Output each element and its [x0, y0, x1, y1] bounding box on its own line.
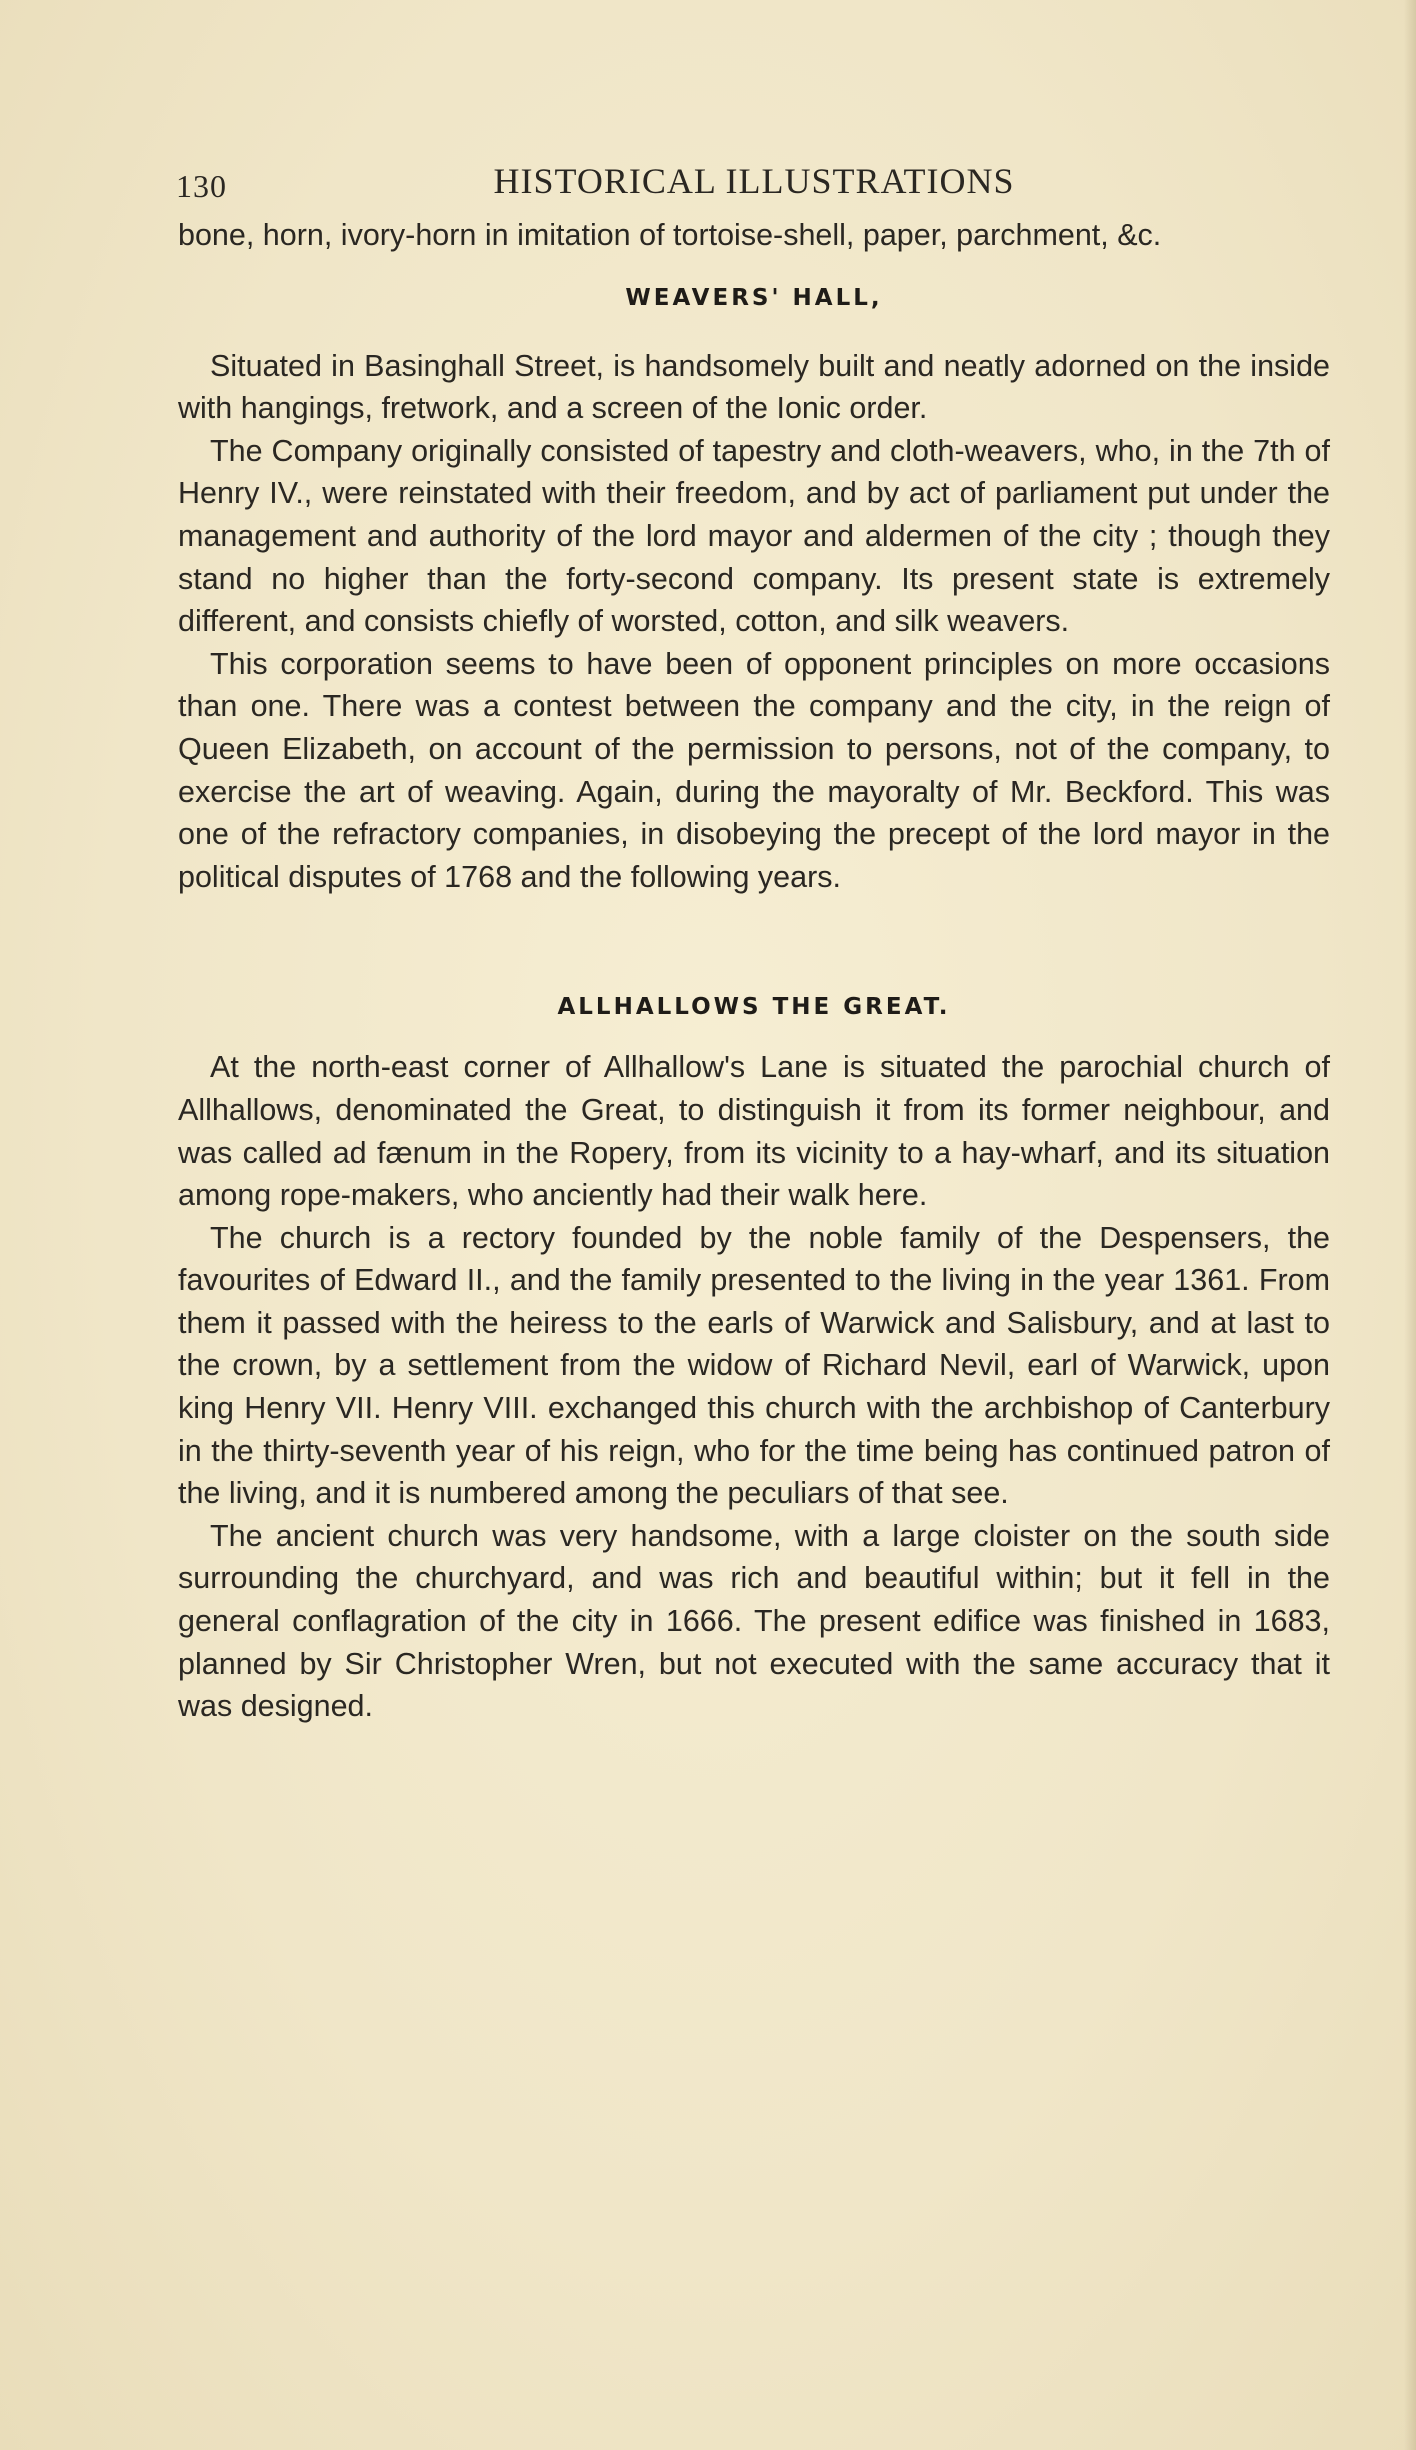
text-block [178, 160, 1330, 1728]
section-heading-weavers-hall: WEAVERS' HALL, [625, 284, 883, 311]
page-edge-shadow [1404, 0, 1416, 2450]
weavers-paragraph-2: The Company originally consisted of tapestry and cloth-weavers, who, in the 7th of Henry IV., were reinstated with their freedom, and by act of parliament put under the management and authority of the lord mayor and aldermen of the city ; though they stand no higher than the forty-second company. Its present state is extremely different, and consists chiefly of worsted, cotton, and silk weavers. [178, 433, 1330, 639]
allhallows-paragraph-3: The ancient church was very handsome, with a large cloister on the south side surrounding the churchyard, and was rich and beautiful within; but it fell in the general conflagration of the city in 1666. The present edifice was finished in 1683, planned by Sir Christopher Wren, but not executed with the same accuracy that it was designed. [178, 1518, 1330, 1724]
page-number: 130 [176, 168, 227, 204]
running-head [178, 160, 1330, 214]
section-heading-allhallows: ALLHALLOWS THE GREAT. [557, 994, 951, 1021]
weavers-paragraph-1: Situated in Basinghall Street, is handsomely built and neatly adorned on the inside with hangings, fretwork, and a screen of the Ionic order. [178, 348, 1330, 426]
weavers-paragraph-3: This corporation seems to have been of opponent principles on more occasions than one. There was a contest between the company and the city, in the reign of Queen Elizabeth, on account of the permission to persons, not of the company, to exercise the art of weaving. Again, during the mayoralty of Mr. Beckford. This was one of the refractory companies, in disobeying the precept of the lord mayor in the political disputes of 1768 and the following years. [178, 646, 1330, 894]
continuation-paragraph: bone, horn, ivory-horn in imitation of tortoise-shell, paper, parchment, &c. [178, 218, 1162, 252]
page-title: HISTORICAL ILLUSTRATIONS [493, 161, 1015, 201]
allhallows-paragraph-1: At the north-east corner of Allhallow's Lane is situated the parochial church of Allhallows, denominated the Great, to distinguish it from its former neighbour, and was called ad fænum in the Ropery, from its vicinity to a hay-wharf, and its situation among rope-makers, who anciently had their walk here. [178, 1050, 1330, 1213]
allhallows-paragraph-2: The church is a rectory founded by the noble family of the Despensers, the favourites of Edward II., and the family presented to the living in the year 1361. From them it passed with the heiress to the earls of Warwick and Salisbury, and at last to the crown, by a settlement from the widow of Richard Nevil, earl of Warwick, upon king Henry VII. Henry VIII. exchanged this church with the archbishop of Canterbury in the thirty-seventh year of his reign, who for the time being has continued patron of the living, and it is numbered among the peculiars of that see. [178, 1220, 1330, 1511]
